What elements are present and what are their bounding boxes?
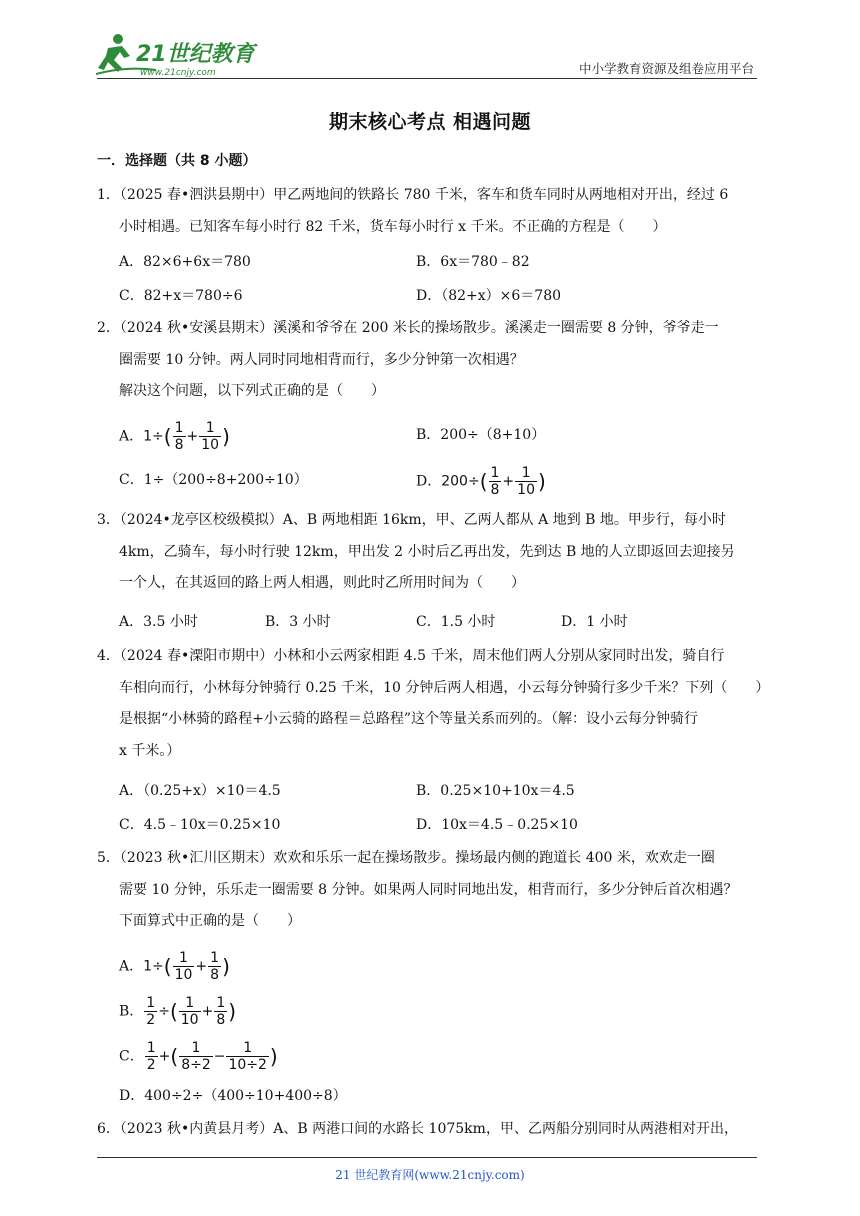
svg-text:www.21cnjy.com: www.21cnjy.com [140, 68, 216, 78]
question-number: 3． [97, 512, 120, 528]
option-c[interactable]: C．1.5 小时 [416, 614, 496, 630]
question-number: 5． [97, 850, 120, 866]
question-6 [97, 1114, 763, 1146]
question-text: （2024•龙亭区校级模拟）A、B 两地相距 16km，甲、乙两人都从 A 地到 B 地。甲步行，每小时 [119, 512, 726, 528]
option-d[interactable]: D．（82+x）×6＝780 [416, 288, 562, 304]
fraction: $\frac{1}{2}$ [146, 995, 156, 1028]
question-4 [97, 641, 770, 767]
option-b[interactable]: B．6x＝780﹣82 [416, 254, 530, 270]
question-text: （2023 秋•内黄县月考）A、B 两港口间的水路长 1075km，甲、乙两船分别同时从两港相对开出， [119, 1121, 738, 1137]
fraction: $\frac{1}{8}$ [490, 465, 500, 498]
platform-name: 中小学教育资源及组卷应用平台 [578, 61, 754, 76]
section-heading: 一．选择题（共 8 小题） [97, 153, 257, 169]
fraction: $\frac{1}{2}$ [146, 1040, 156, 1073]
option-c[interactable]: C． $\frac{1}{2}$ +( $\frac{1}{8\div 2}$ − $\frac{1}{10\div 2}$ ) [119, 1040, 278, 1073]
option-b[interactable]: B．0.25×10+10x＝4.5 [416, 783, 575, 799]
option-b[interactable]: B． $\frac{1}{2}$ ÷( $\frac{1}{10}$ + $\frac{1}{8}$ ) [119, 995, 237, 1028]
option-a[interactable]: A．（0.25+x）×10＝4.5 [119, 783, 281, 799]
fraction: $\frac{1}{10\div 2}$ [228, 1040, 267, 1073]
question-text: 是根据“小林骑的路程+小云骑的路程＝总路程”这个等量关系而列的。（解：设小云每分钟骑行 [119, 711, 699, 727]
question-text: 车相向而行，小林每分钟骑行 0.25 千米，10 分钟后两人相遇，小云每分钟骑行多少千米？下列（ ） [119, 679, 770, 696]
question-text: （2024 秋•安溪县期末）溪溪和爷爷在 200 米长的操场散步。溪溪走一圈需要 8 分钟，爷爷走一 [119, 320, 719, 336]
question-text: （2025 春•泗洪县期中）甲乙两地间的铁路长 780 千米，客车和货车同时从两地相对开出，经过 6 [119, 187, 729, 203]
footer-divider [97, 1157, 757, 1158]
question-text: （2024 春•溧阳市期中）小林和小云两家相距 4.5 千米，周末他们两人分别从家同时出发，骑自行 [119, 648, 725, 664]
question-text: 下面算式中正确的是（ ） [119, 913, 301, 929]
question-number: 2． [97, 320, 120, 336]
site-logo [96, 30, 266, 78]
question-2 [97, 313, 763, 408]
option-b[interactable]: B．3 小时 [265, 614, 331, 630]
fraction: $\frac{1}{8\div 2}$ [181, 1040, 211, 1073]
question-number: 4． [97, 648, 120, 664]
question-5 [97, 843, 763, 938]
option-d[interactable]: D．1 小时 [561, 614, 628, 630]
option-c[interactable]: C．4.5﹣10x＝0.25×10 [119, 817, 281, 833]
question-3 [97, 505, 763, 600]
option-d[interactable]: D．400÷2÷（400÷10+400÷8） [119, 1088, 347, 1104]
question-text: 解决这个问题，以下列式正确的是（ ） [119, 383, 385, 399]
footer-link[interactable]: 21 世纪教育网(www.21cnjy.com) [335, 1168, 525, 1182]
fraction: $\frac{1}{10}$ [174, 950, 193, 983]
option-b[interactable]: B．200÷（8+10） [416, 427, 546, 443]
option-d[interactable]: D．200÷( $\frac{1}{8}$ + $\frac{1}{10}$ ) [416, 465, 546, 498]
page-title: 期末核心考点 相遇问题 [328, 111, 532, 133]
question-text: （2023 秋•汇川区期末）欢欢和乐乐一起在操场散步。操场最内侧的跑道长 400 米，欢欢走一圈 [119, 850, 715, 866]
question-number: 1． [97, 187, 120, 203]
page-header [0, 0, 860, 82]
option-a[interactable]: A．3.5 小时 [119, 614, 198, 630]
option-a[interactable]: A．1÷( $\frac{1}{10}$ + $\frac{1}{8}$ ) [119, 950, 230, 983]
question-text: 小时相遇。已知客车每小时行 82 千米，货车每小时行 x 千米。不正确的方程是（ ） [119, 218, 667, 235]
fraction: $\frac{1}{8}$ [174, 420, 184, 453]
fraction: $\frac{1}{10}$ [517, 465, 535, 498]
question-number: 6． [97, 1121, 120, 1137]
header-divider [97, 78, 757, 79]
question-text: 圈需要 10 分钟。两人同时同地相背而行，多少分钟第一次相遇？ [119, 351, 524, 368]
fraction: $\frac{1}{8}$ [216, 995, 226, 1028]
question-text: x 千米。） [119, 742, 181, 759]
option-a[interactable]: A．1÷( $\frac{1}{8}$ + $\frac{1}{10}$ ) [119, 420, 230, 453]
fraction: $\frac{1}{10}$ [180, 995, 199, 1028]
question-1 [97, 180, 763, 243]
option-d[interactable]: D．10x＝4.5﹣0.25×10 [416, 817, 578, 833]
question-text: 需要 10 分钟，乐乐走一圈需要 8 分钟。如果两人同时同地出发，相背而行，多少分钟后首次相遇？ [119, 881, 738, 898]
fraction: $\frac{1}{8}$ [210, 950, 220, 983]
fraction: $\frac{1}{10}$ [201, 420, 220, 453]
option-a[interactable]: A．82×6+6x＝780 [119, 254, 251, 270]
svg-text:21世纪教育: 21世纪教育 [136, 42, 255, 67]
question-text: 一个人，在其返回的路上两人相遇，则此时乙所用时间为（ ） [119, 575, 525, 591]
option-c[interactable]: C．82+x＝780÷6 [119, 288, 243, 304]
option-c[interactable]: C．1÷（200÷8+200÷10） [119, 472, 308, 488]
question-text: 4km，乙骑车，每小时行驶 12km，甲出发 2 小时后乙再出发，先到达 B 地的人立即返回去迎接另 [119, 543, 735, 560]
